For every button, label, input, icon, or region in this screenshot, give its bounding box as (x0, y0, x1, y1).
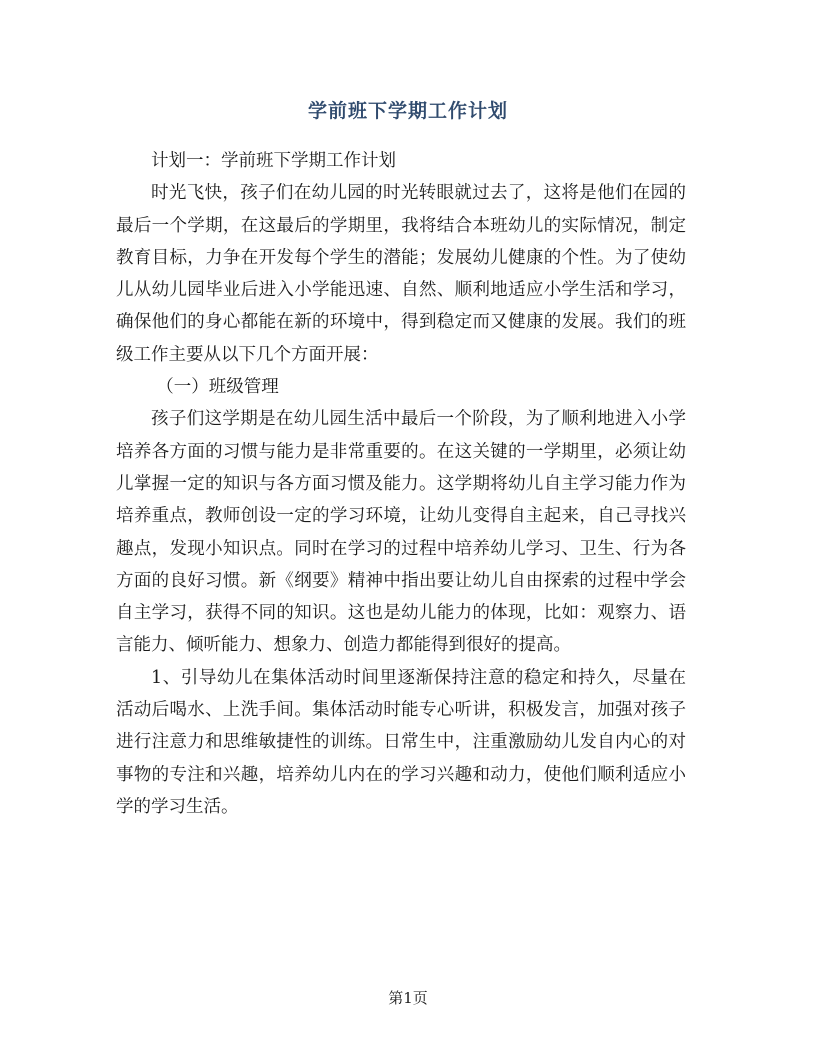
item-1-paragraph: 1、引导幼儿在集体活动时间里逐渐保持注意的稳定和持久，尽量在活动后喝水、上洗手间。集体活动时能专心听讲，积极发言，加强对孩子进行注意力和思维敏捷性的训练。日常生中，注重激励幼儿发自内心的对事物的专注和兴趣，培养幼儿内在的学习兴趣和动力，使他们顺利适应小学的学习生活。 (116, 667, 686, 817)
section-heading-class-management: （一）班级管理 (156, 377, 279, 398)
page-number: 第1页 (388, 989, 428, 1007)
document-body (116, 145, 686, 823)
plan-heading: 计划一：学前班下学期工作计划 (151, 151, 396, 171)
class-management-paragraph: 孩子们这学期是在幼儿园生活中最后一个阶段，为了顺利地进入小学培养各方面的习惯与能力是非常重要的。在这关键的一学期里，必须让幼儿掌握一定的知识与各方面习惯及能力。这学期将幼儿自主学习能力作为培养重点，教师创设一定的学习环境，让幼儿变得自主起来，自己寻找兴趣点，发现小知识点。同时在学习的过程中培养幼儿学习、卫生、行为各方面的良好习惯。新《纲要》精神中指出要让幼儿自由探索的过程中学会自主学习，获得不同的知识。这也是幼儿能力的体现，比如：观察力、语言能力、倾听能力、想象力、创造力都能得到很好的提高。 (116, 409, 686, 656)
document-title: 学前班下学期工作计划 (307, 100, 508, 122)
intro-paragraph: 时光飞快，孩子们在幼儿园的时光转眼就过去了，这将是他们在园的最后一个学期，在这最后的学期里，我将结合本班幼儿的实际情况，制定教育目标，力争在开发每个学生的潜能；发展幼儿健康的个性。为了使幼儿从幼儿园毕业后进入小学能迅速、自然、顺利地适应小学生活和学习，确保他们的身心都能在新的环境中，得到稳定而又健康的发展。我们的班级工作主要从以下几个方面开展： (116, 183, 686, 365)
